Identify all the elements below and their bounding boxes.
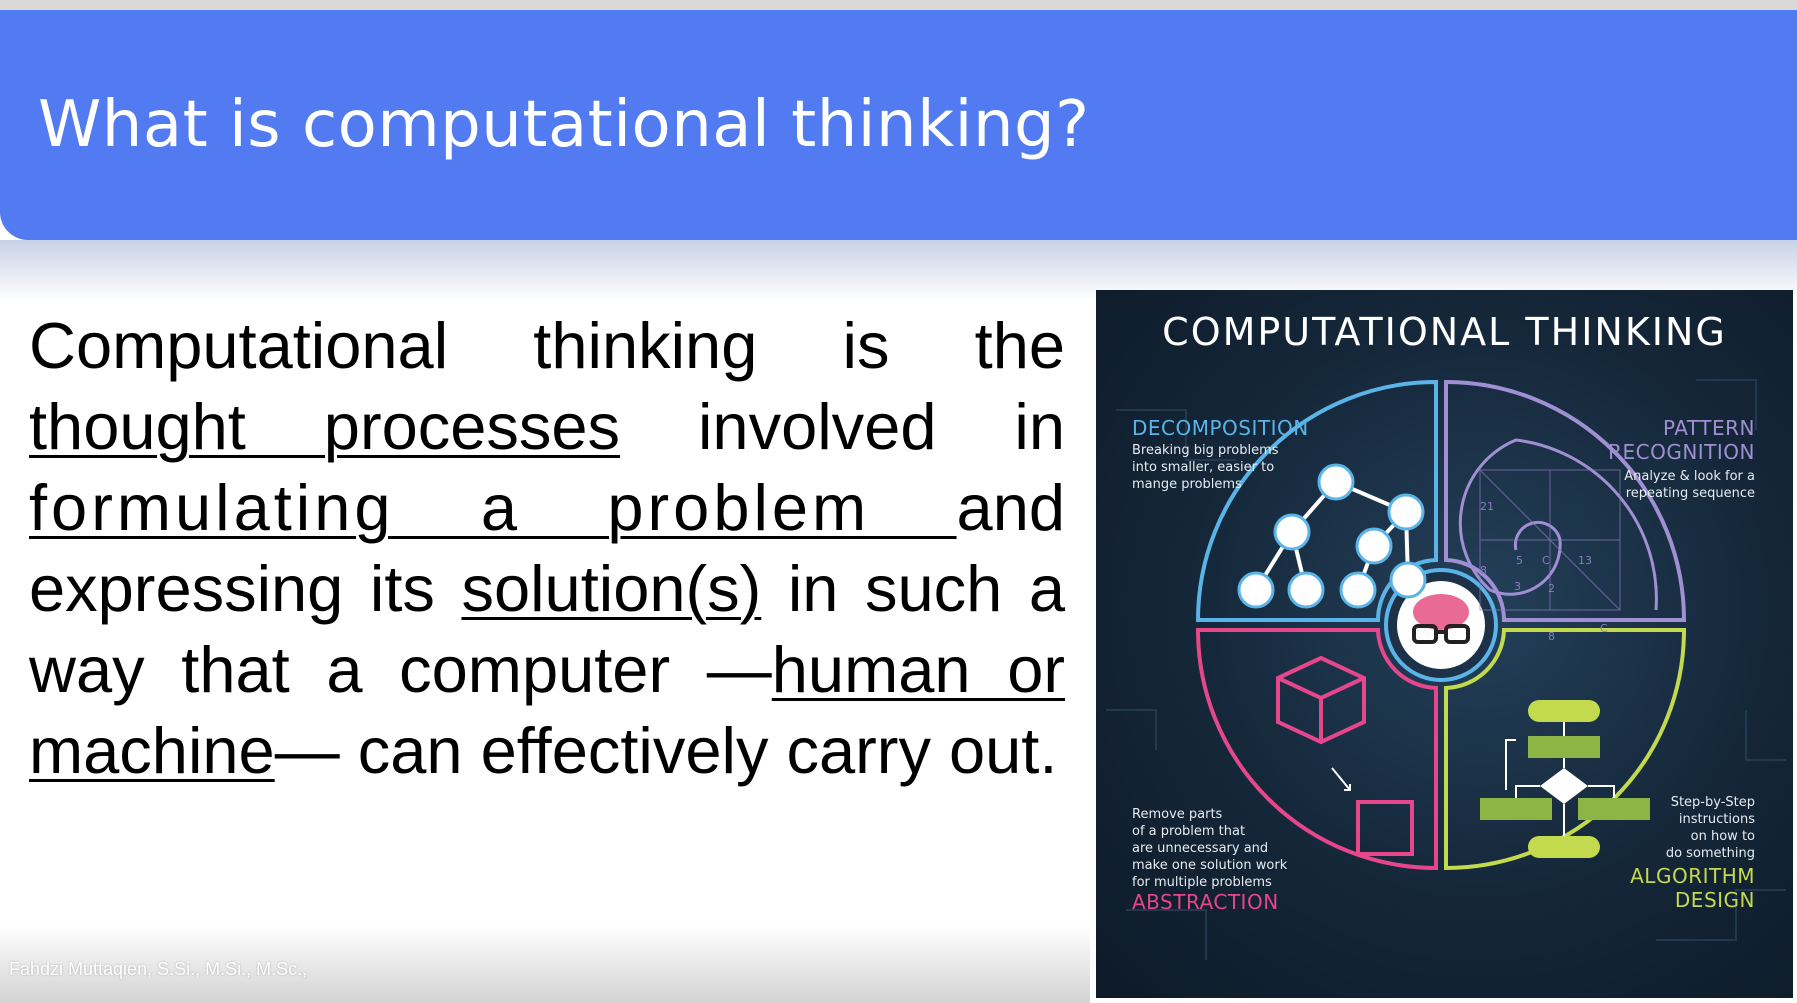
- svg-text:3: 3: [1514, 580, 1521, 593]
- title-bar: [0, 10, 1797, 240]
- svg-text:2: 2: [1548, 582, 1555, 595]
- flowchart-icon: [1480, 700, 1650, 858]
- pattern-description: Analyze & look for a repeating sequence: [1624, 469, 1755, 501]
- definition-part-1: Computational thinking is the: [29, 309, 1065, 382]
- abstraction-heading: ABSTRACTION: [1132, 890, 1279, 914]
- definition-part-3: and expressing its: [29, 471, 1065, 625]
- abstraction-description: Remove parts of a problem that are unnecessary and make one solution work for multiple problems: [1132, 807, 1288, 890]
- infographic-title: COMPUTATIONAL THINKING: [1162, 310, 1727, 354]
- algorithm-heading: ALGORITHM DESIGN: [1630, 864, 1755, 912]
- definition-part-2: involved in: [620, 390, 1065, 463]
- decomposition-heading: DECOMPOSITION: [1132, 416, 1309, 440]
- top-strip: [0, 0, 1797, 10]
- svg-text:5: 5: [1516, 554, 1523, 567]
- definition-part-4: in such a way that a computer —: [29, 552, 1065, 706]
- computational-thinking-infographic: [1096, 290, 1793, 998]
- pattern-heading: PATTERN RECOGNITION: [1608, 416, 1755, 464]
- cube-icon: [1278, 658, 1364, 742]
- svg-text:C: C: [1600, 622, 1608, 635]
- svg-text:8: 8: [1548, 630, 1555, 643]
- presenter-name: Fahdzi Muttaqien, S.Si., M.Si., M.Sc.,: [9, 959, 308, 979]
- svg-text:C: C: [1542, 554, 1550, 567]
- definition-part-5: — can effectively carry out.: [274, 714, 1058, 787]
- svg-text:13: 13: [1578, 554, 1592, 567]
- definition-text: [29, 305, 1065, 791]
- decomposition-description: Breaking big problems into smaller, easier to mange problems: [1132, 443, 1279, 492]
- slide-title: What is computational thinking?: [38, 88, 1090, 162]
- definition-underline-human-or-machine: human or machine: [29, 633, 1065, 787]
- definition-underline-formulating: formulating a problem: [29, 471, 957, 544]
- svg-text:8: 8: [1480, 564, 1487, 577]
- definition-underline-solutions: solution(s): [461, 552, 762, 625]
- arrow-icon: [1332, 768, 1350, 790]
- algorithm-description: Step-by-Step instructions on how to do something: [1665, 795, 1755, 861]
- square-icon: [1358, 802, 1412, 854]
- definition-underline-thought-processes: thought processes: [29, 390, 621, 463]
- svg-text:21: 21: [1480, 500, 1494, 513]
